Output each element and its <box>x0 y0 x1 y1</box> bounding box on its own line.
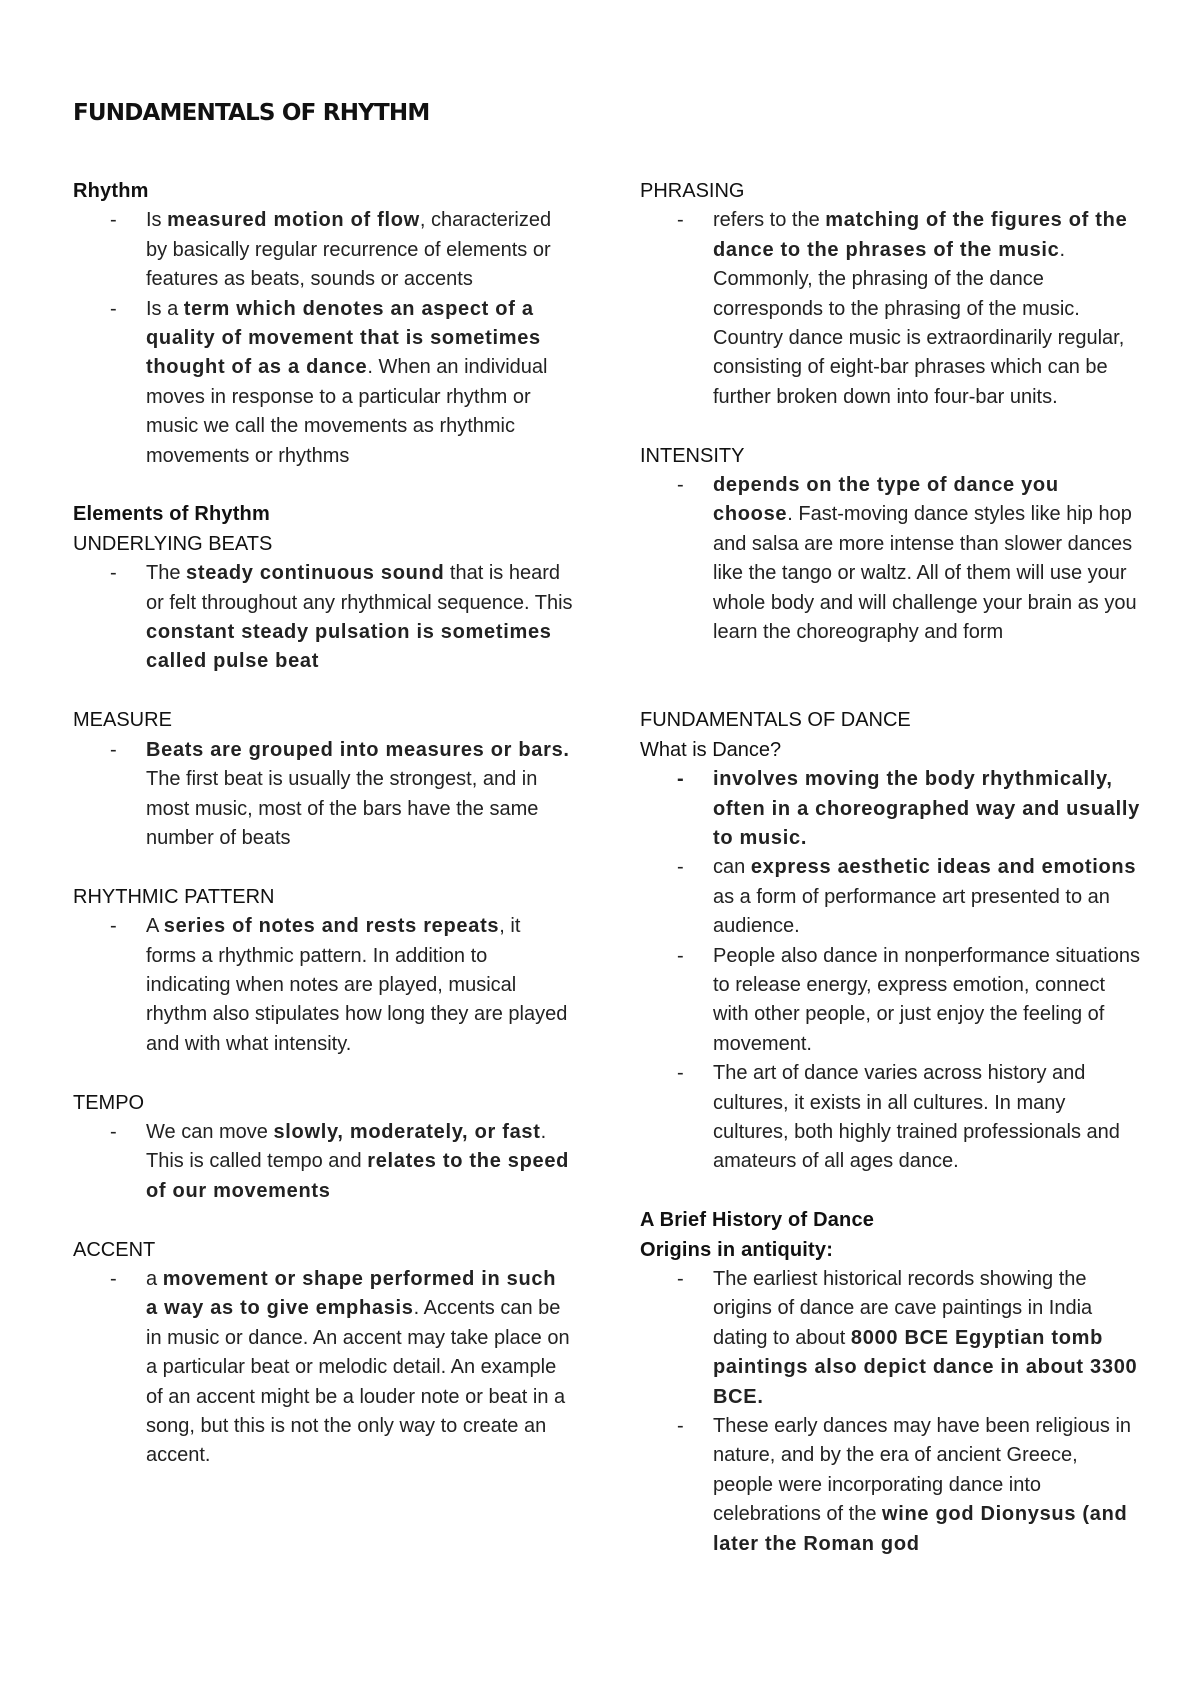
list-item <box>640 853 1140 941</box>
section-heading: ACCENT <box>73 1238 156 1261</box>
section-subheading: What is Dance? <box>640 738 782 761</box>
bold-text-run: 8000 BCE Egyptian tomb paintings also depict dance in about 3300 BCE. <box>713 1326 1138 1408</box>
text-run: The <box>146 562 187 585</box>
bold-text-run: involves moving the body rhythmically, often in a choreographed way and usually to music. <box>713 768 1140 849</box>
section-heading: FUNDAMENTALS OF DANCE <box>640 709 911 732</box>
list-item <box>640 471 1140 647</box>
section-heading: Rhythm <box>73 180 149 202</box>
bold-text-run: matching of the figures of the dance to the phrases of the music <box>713 209 1128 261</box>
section-phrasing <box>640 177 1140 412</box>
section-tempo <box>73 1089 573 1207</box>
section-accent <box>73 1236 573 1471</box>
document-title: FUNDAMENTALS OF RHYTHM <box>73 100 430 126</box>
text-run: . Commonly, the phrasing of the dance corresponds to the phrasing of the music. Country dance music is extraordinarily regular, consisting of eight-bar phrases which can be further broken down into four-bar units. <box>713 238 1125 408</box>
section-heading: RHYTHMIC PATTERN <box>73 885 275 908</box>
bold-text-run: series of notes and rests repeats <box>163 915 500 938</box>
text-run: These early dances may have been religious in nature, and by the era of ancient Greece, people were incorporating dance into celebrations of the <box>713 1415 1132 1526</box>
text-run: A <box>146 915 164 938</box>
section-heading: MEASURE <box>73 709 172 732</box>
bullet-list <box>640 206 1140 412</box>
text-run: as a form of performance art presented to an audience. <box>713 885 1110 938</box>
section-measure <box>73 706 573 853</box>
bullet-list <box>73 1265 573 1471</box>
bullet-list <box>73 736 573 854</box>
text-run: Is <box>146 209 168 232</box>
bold-text-run: depends on the type of dance you choose <box>713 474 1059 526</box>
text-run: refers to the <box>713 209 826 232</box>
section-heading: TEMPO <box>73 1091 145 1114</box>
bullet-list <box>73 1118 573 1206</box>
bold-text-run: express aesthetic ideas and emotions <box>750 856 1137 879</box>
list-item <box>640 1265 1140 1412</box>
section-rhythm <box>73 177 573 471</box>
text-run: , it forms a rhythmic pattern. In addition to indicating when notes are played, musical rhythm also stipulates how long they are played and with what intensity. <box>146 915 568 1055</box>
text-run: Is a <box>146 297 184 320</box>
text-run: can <box>713 856 751 879</box>
bullet-list <box>73 559 573 677</box>
bold-text-run: steady continuous sound <box>186 562 445 585</box>
text-run: . Accents can be in music or dance. An accent may take place on a particular beat or melodic detail. An example of an accent might be a louder note or beat in a song, but this is not the only way to create an accent. <box>146 1297 570 1467</box>
list-item <box>640 1059 1140 1177</box>
text-run: . This is called tempo and <box>146 1120 547 1173</box>
list-item <box>73 1118 573 1206</box>
section-heading: PHRASING <box>640 180 745 202</box>
left-column <box>73 177 573 1500</box>
list-item <box>73 736 573 854</box>
bullet-list <box>73 206 573 471</box>
section-subheading: UNDERLYING BEATS <box>73 532 273 555</box>
bullet-list <box>640 471 1140 647</box>
section-fundamentals-of-dance <box>640 706 1140 1177</box>
list-item <box>73 295 573 471</box>
bold-text-run: constant steady pulsation is sometimes called pulse beat <box>146 621 552 673</box>
bold-text-run: measured motion of flow <box>167 209 420 232</box>
list-item <box>640 206 1140 412</box>
bullet-list <box>640 1265 1140 1559</box>
list-item <box>73 1265 573 1471</box>
text-run: The earliest historical records showing the origins of dance are cave paintings in India dating to about <box>713 1267 1093 1349</box>
bold-text-run: movement or shape performed in such a way as to give emphasis <box>146 1267 557 1320</box>
section-heading: INTENSITY <box>640 444 745 467</box>
bold-text-run: wine god Dionysus (and later the Roman god <box>713 1503 1128 1555</box>
section-subheading: Origins in antiquity: <box>640 1238 834 1261</box>
bold-text-run: term which denotes an aspect of a quality of movement that is sometimes thought of as a dance <box>146 297 541 379</box>
text-run: We can move <box>146 1120 274 1143</box>
list-item <box>73 912 573 1059</box>
list-item <box>73 206 573 294</box>
text-run: People also dance in nonperformance situations to release energy, express emotion, connect with other people, or just enjoy the feeling of movement. <box>713 944 1140 1055</box>
text-run: The first beat is usually the strongest, and in most music, most of the bars have the same number of beats <box>146 768 539 849</box>
bold-text-run: slowly, moderately, or fast <box>273 1120 541 1143</box>
text-run: . When an individual moves in response to a particular rhythm or music we call the movements as rhythmic movements or rhythms <box>146 356 548 467</box>
right-column <box>640 177 1140 1588</box>
section-brief-history <box>640 1206 1140 1559</box>
text-run: a <box>146 1267 163 1290</box>
bold-text-run: Beats are grouped into measures or bars. <box>146 738 570 761</box>
section-heading: A Brief History of Dance <box>640 1209 875 1232</box>
list-item <box>73 559 573 677</box>
list-item <box>640 765 1140 853</box>
text-run: The art of dance varies across history and cultures, it exists in all cultures. In many cultures, both highly trained professionals and amateurs of all ages dance. <box>713 1062 1120 1173</box>
text-run: , characterized by basically regular recurrence of elements or features as beats, sounds or accents <box>146 209 552 291</box>
bold-text-run: relates to the speed of our movements <box>146 1150 570 1202</box>
section-intensity <box>640 442 1140 648</box>
section-elements-of-rhythm <box>73 500 573 676</box>
section-heading: Elements of Rhythm <box>73 503 270 526</box>
list-item <box>640 942 1140 1060</box>
text-run: . Fast-moving dance styles like hip hop and salsa are more intense than slower dances like the tango or waltz. All of them will use your whole body and will challenge your brain as you learn the choreography and form <box>713 503 1137 644</box>
bullet-list <box>640 765 1140 1177</box>
text-run: that is heard or felt throughout any rhythmical sequence. This <box>146 562 573 614</box>
section-rhythmic-pattern <box>73 883 573 1059</box>
list-item <box>640 1412 1140 1559</box>
bullet-list <box>73 912 573 1059</box>
